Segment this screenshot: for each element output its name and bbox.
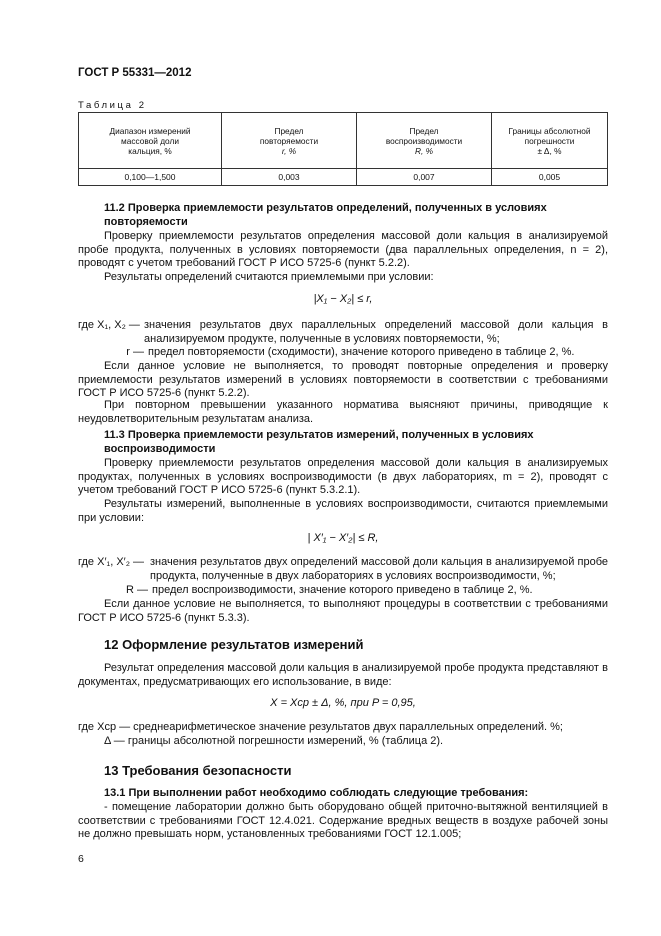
paragraph: Проверку приемлемости результатов определения массовой доли кальция в анализируемых продуктах, полученных в условиях воспроизводимости (в двух лабораториях, m = 2), проводят с учетом требований ГОСТ Р ИСО 5725-6 (пункт 5.3.2.1).: [78, 457, 608, 496]
table-cell: 0,100—1,500: [79, 169, 222, 186]
paragraph: Если данное условие не выполняется, то выполняют процедуры в соответствии с требованиями ГОСТ Р ИСО 5725-6 (пункт 5.3.3).: [78, 598, 608, 624]
document-header: ГОСТ Р 55331—2012: [78, 67, 192, 79]
table-header-cell: Границы абсолютной погрешности ± Δ, %: [492, 113, 608, 169]
where-label: где X₁, X₂ —: [78, 319, 140, 331]
subsection-13-1-title: 13.1 При выполнении работ необходимо соблюдать следующие требования:: [104, 787, 529, 799]
table-cell: 0,005: [492, 169, 608, 186]
table-header-cell: Диапазон измерений массовой доли кальция, %: [79, 113, 222, 169]
table-header-row: [79, 113, 608, 169]
section-12-title: 12 Оформление результатов измерений: [104, 637, 364, 652]
where-label: r —: [126, 346, 144, 358]
table-cell: 0,003: [222, 169, 357, 186]
where-label: где X′₁, X′₂ —: [78, 556, 145, 568]
paragraph: Результаты измерений, выполненные в условиях воспроизводимости, считаются приемлемыми при условии:: [78, 498, 608, 524]
section-11-2-title: 11.2 Проверка приемлемости результатов определений, полученных в условиях: [104, 202, 547, 214]
section-11-3-title: 11.3 Проверка приемлемости результатов измерений, полученных в условиях: [104, 429, 534, 441]
section-11-2-title-cont: повторяемости: [104, 216, 188, 228]
formula-reproducibility: | X′₁ − X′₂| ≤ R,: [307, 532, 379, 544]
table-header-cell: Предел воспроизводимости R, %: [357, 113, 492, 169]
table-cell: 0,007: [357, 169, 492, 186]
table-header-cell: Предел повторяемости r, %: [222, 113, 357, 169]
paragraph: Результаты определений считаются приемлемыми при условии:: [104, 271, 434, 283]
table-caption: Таблица 2: [78, 100, 147, 111]
formula-result: X = Xср ± Δ, %, при P = 0,95,: [270, 697, 416, 709]
where-label: R —: [126, 584, 148, 596]
table-row: [79, 169, 608, 186]
paragraph: Если данное условие не выполняется, то проводят повторные определения и проверку приемлемости результатов измерений в условиях повторяемости в соответствии с требованиями ГОСТ Р ИСО 5725-6 (пункт 5.2.2).: [78, 360, 608, 399]
formula-repeatability: |X₁ − X₂| ≤ r,: [313, 293, 373, 305]
section-13-title: 13 Требования безопасности: [104, 763, 292, 778]
paragraph: - помещение лаборатории должно быть оборудовано общей приточно-вытяжной вентиляцией в соответствии с требованиями ГОСТ 12.4.021. Содержание вредных веществ в воздухе рабочей зоны не должно превышать норм, установленных требованиями ГОСТ 12.1.005;: [78, 801, 608, 840]
where-definition: предел повторяемости (сходимости), значение которого приведено в таблице 2, %.: [148, 346, 575, 358]
paragraph: При повторном превышении указанного норматива выясняют причины, приводящие к неудовлетворительным результатам анализа.: [78, 399, 608, 425]
page-number: 6: [78, 853, 84, 865]
paragraph: Проверку приемлемости результатов определения массовой доли кальция в анализируемой пробе продукта, полученных в условиях повторяемости (два параллельных определения, n = 2), проводят с учетом требований ГОСТ Р ИСО 5725-6 (пункт 5.2.2).: [78, 230, 608, 269]
where-definition: Δ — границы абсолютной погрешности измерений, % (таблица 2).: [104, 735, 444, 747]
where-definition: значения результатов двух параллельных определений массовой доли кальция в анализируемом продукте, полученные в условиях повторяемости, %;: [144, 319, 608, 345]
where-definition: предел воспроизводимости, значение которого приведено в таблице 2, %.: [152, 584, 533, 596]
where-definition: где Xср — среднеарифметическое значение результатов двух параллельных определений. %;: [78, 721, 563, 733]
section-11-3-title-cont: воспроизводимости: [104, 443, 216, 455]
table-2: [78, 112, 608, 186]
where-definition: значения результатов двух определений массовой доли кальция в анализируемой пробе продукта, полученные в двух лабораториях в условиях воспроизводимости, %;: [150, 556, 608, 582]
paragraph: Результат определения массовой доли кальция в анализируемой пробе продукта представляют в документах, предусматривающих его использование, в виде:: [78, 662, 608, 688]
